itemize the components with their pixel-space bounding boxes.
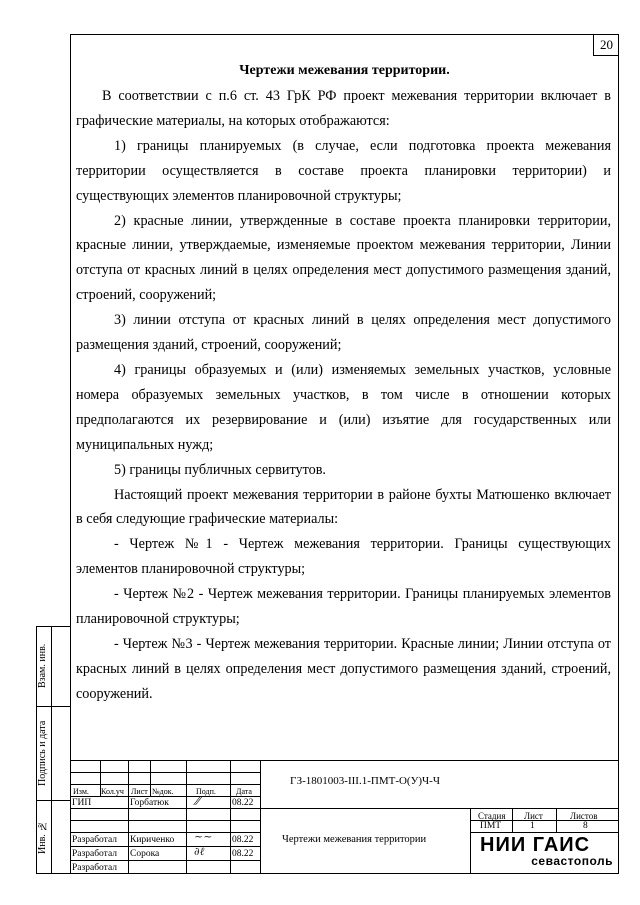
header-kol: Кол.уч [101, 787, 124, 796]
header-data: Дата [236, 787, 252, 796]
name-kirichenko: Кириченко [130, 835, 175, 845]
logo-sub-text: севастополь [531, 854, 613, 868]
sheets-value: 8 [583, 821, 588, 831]
paragraph: 4) границы образуемых и (или) изменяемых земельных участков, условные номера образуемых земельных участков, в том числе в отношении которых предполагаются их резервирование и (или) изъятие для государственных или муниципальных нужд; [76, 361, 611, 453]
role-razrabotal: Разработал [72, 849, 117, 859]
sheet-value: 1 [530, 821, 535, 831]
section-title: Чертежи межевания территории. [239, 63, 450, 78]
date-1: 08.22 [232, 798, 254, 808]
podpis-data-label: Подпись и дата [37, 720, 48, 786]
paragraph: В соответствии с п.6 ст. 43 ГрК РФ проект межевания территории включает в графические материалы, на которых отображаются: [76, 88, 611, 129]
role-gip: ГИП [72, 798, 92, 808]
paragraph: 1) границы планируемых (в случае, если подготовка проекта межевания территории осуществляется в составе проекта планировки территории) и существующих элементов планировочной структуры; [76, 137, 611, 204]
date-3: 08.22 [232, 849, 254, 859]
header-ndok: №док. [152, 787, 174, 796]
role-razrabotal: Разработал [72, 863, 117, 873]
role-razrabotal: Разработал [72, 835, 117, 845]
body-text [76, 84, 611, 707]
stage-label: Стадия [478, 811, 506, 821]
side-strip-line [36, 706, 70, 707]
paragraph: 3) линии отступа от красных линий в целях определения мест допустимого размещения зданий, строений, сооружений; [76, 312, 611, 354]
stage-value: ПМТ [480, 821, 502, 831]
paragraph: Настоящий проект межевания территории в районе бухты Матюшенко включает в себя следующие графические материалы: [76, 486, 611, 528]
inv-no-label: Инв. № [37, 820, 48, 854]
signature-mark: ⁄⁄ [196, 795, 200, 808]
header-podp: Подп. [196, 787, 216, 796]
header-list: Лист [131, 787, 148, 796]
sheets-label: Листов [570, 811, 598, 821]
logo-main-text: НИИ ГАИС [480, 834, 591, 856]
company-logo [470, 832, 619, 874]
doc-code: ГЗ-1801003-III.1-ПМТ-О(У)Ч-Ч [290, 775, 440, 787]
name-gorbatyuk: Горбатюк [130, 798, 169, 808]
paragraph: - Чертеж №3 - Чертеж межевания территории. Красные линии; Линии отступа от красных линий в целях определения мест допустимого размещения зданий, строений, сооружений. [76, 635, 611, 702]
paragraph: 2) красные линии, утвержденные в составе проекта планировки территории, красные линии, утверждаемые, изменяемые проектом межевания территории, Линии отступа от красных линий в целях определения мест допустимого размещения зданий, строений, сооружений; [76, 212, 611, 304]
signature-mark: ∂ℓ [194, 845, 205, 858]
header-izm: Изм. [73, 787, 89, 796]
paragraph: - Чертеж №2 - Чертеж межевания территории. Границы планируемых элементов планировочной структуры; [76, 586, 611, 628]
paragraph: 5) границы публичных сервитутов. [114, 461, 326, 478]
page-number: 20 [593, 34, 619, 56]
paragraph: - Чертеж №1 - Чертеж межевания территории. Границы существующих элементов планировочной структуры; [76, 536, 611, 578]
signature-mark: ~~ [194, 830, 213, 843]
vzam-inv-label: Взам. инв. [37, 643, 48, 689]
date-2: 08.22 [232, 835, 254, 845]
sheet-label: Лист [524, 811, 543, 821]
name-soroka: Сорока [130, 849, 160, 859]
doc-title: Чертежи межевания территории [282, 834, 427, 845]
side-strip-line [36, 800, 70, 801]
